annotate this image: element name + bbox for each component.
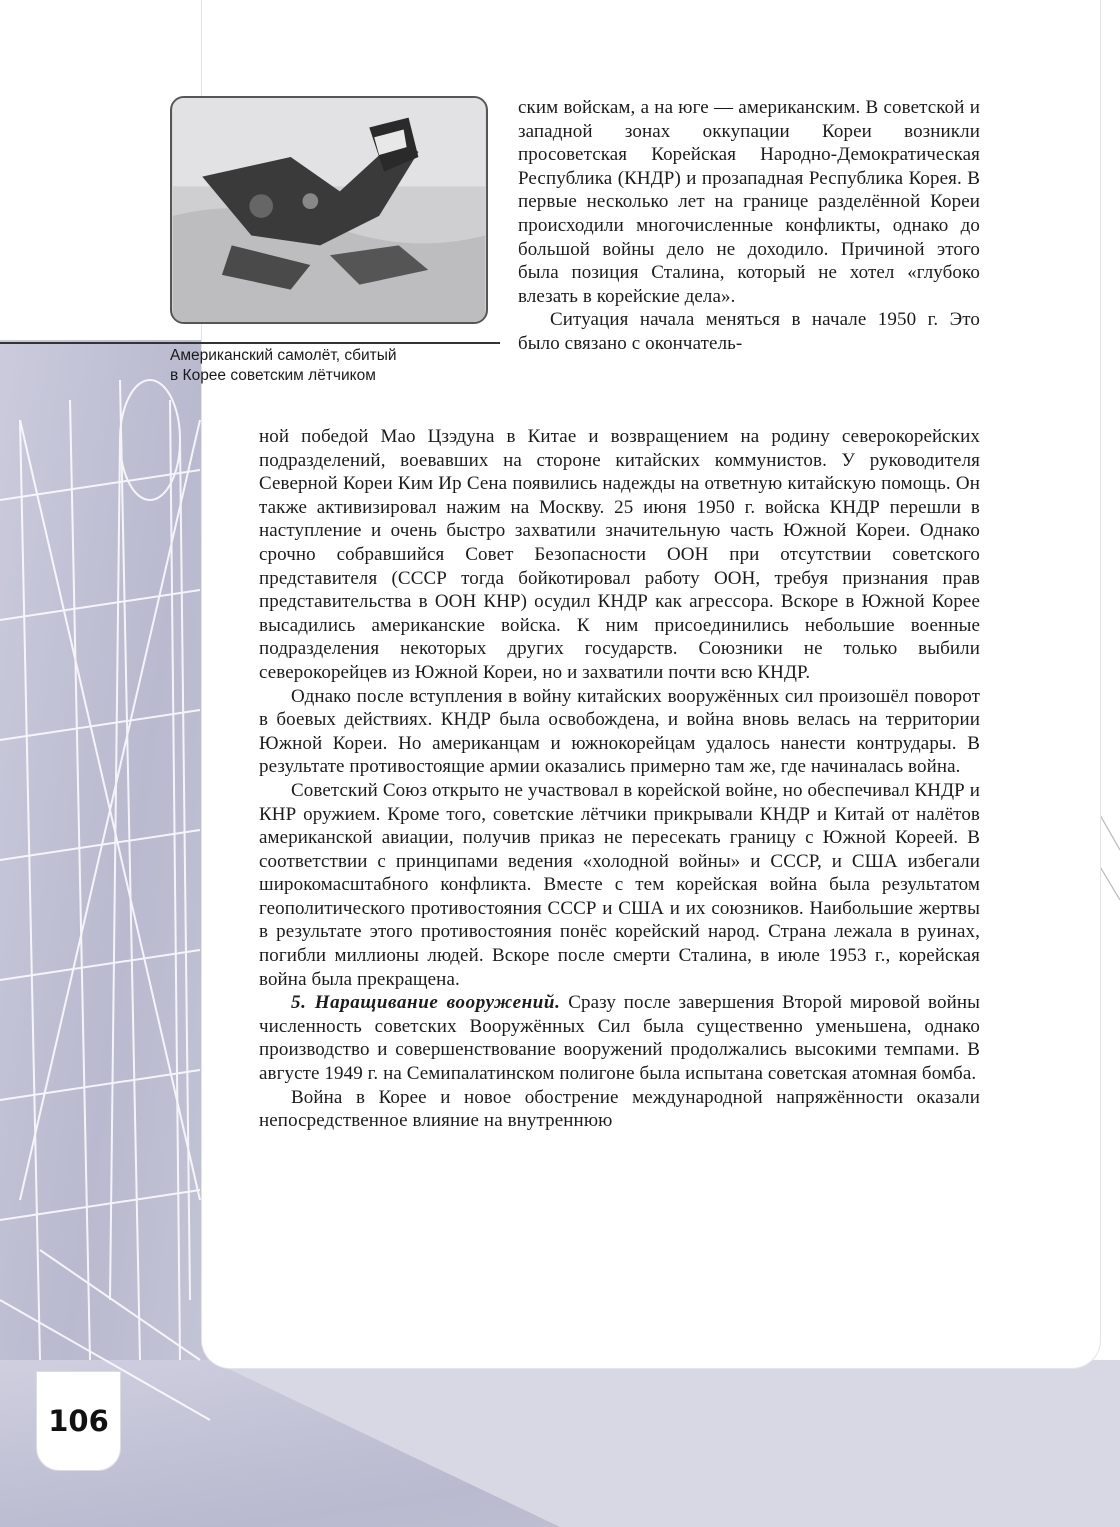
text-column-main — [259, 425, 980, 1133]
paragraph-section-5 — [259, 991, 980, 1085]
page-number: 106 — [37, 1372, 120, 1470]
photo-frame — [170, 96, 488, 324]
caption-line-2: в Корее советским лётчиком — [170, 367, 376, 384]
paragraph-main-2: Однако после вступления в войну китайских вооружённых сил произошёл поворот в боевых действиях. КНДР была освобождена, и война вновь велась на территории Южной Кореи. Но американцам и южнокорейцам удалось нанести контрудары. В результате противостоящие армии оказались примерно там же, где начиналась война. — [259, 685, 980, 778]
text-column-top — [518, 96, 980, 356]
paragraph-main-5: Война в Корее и новое обострение международной напряжённости оказали непосредственное влияние на внутреннюю — [259, 1086, 980, 1132]
section-5-body: Сразу после завершения Второй мировой войны численность советских Вооружённых Сил была существенно уменьшена, однако производство и совершенствование вооружений продолжались высокими темпами. В августе 1949 г. на Семипалатинском полигоне была испытана советская атомная бомба. — [259, 992, 980, 1085]
paragraph-top-1: ским войскам, а на юге — американским. В советской и западной зонах оккупации Кореи возникли просоветская Корейская Народно-Демократическая Республика (КНДР) и прозападная Республика Корея. В первые несколько лет на границе разделённой Кореи происходили многочисленные конфликты, однако до большой войны дело не доходило. Причиной этого была позиция Сталина, который не хотел «глубоко влезать в корейские дела». — [518, 97, 980, 307]
crashed-airplane-photo-icon — [172, 98, 486, 322]
caption-line-1: Американский самолёт, сбитый — [170, 347, 397, 364]
paragraph-top-2: Ситуация начала меняться в начале 1950 г. Это было связано с окончатель- — [518, 309, 980, 354]
paragraph-main-3: Советский Союз открыто не участвовал в корейской войне, но обеспечивал КНДР и КНР оружием. Кроме того, советские лётчики прикрывали КНДР и Китай от налётов американской авиации, получив приказ не пересекать границу с Южной Кореей. В соответствии с принципами ведения «холодной войны» и СССР, и США избегали широкомасштабного конфликта. Вместе с тем корейская война была результатом геополитического противостояния СССР и США и их союзников. Наибольшие жертвы в результате этого противостояния понёс корейский народ. Страна лежала в руинах, погибли миллионы людей. Вскоре после смерти Сталина, в июле 1953 г., корейская война была прекращена. — [259, 779, 980, 990]
photo-caption — [170, 346, 470, 386]
paragraph-main-1: ной победой Мао Цзэдуна в Китае и возвращением на родину северокорейских подразделений, воевавших на стороне китайских коммунистов. У руководителя Северной Кореи Ким Ир Сена появились надежды на ответную китайскую помощь. Он также активизировал нажим на Москву. 25 июня 1950 г. войска КНДР перешли в наступление и очень быстро захватили значительную часть Южной Кореи. Однако срочно собравшийся Совет Безопасности ООН при отсутствии советского представителя (СССР тогда бойкотировал работу ООН, требуя признания прав представительства в ООН КНР) осудил КНДР как агрессора. Вскоре в Южной Корее высадились американские войска. К ним присоединились небольшие военные подразделения некоторых других государств. Союзники не только выбили северокорейцев из Южной Кореи, но и захватили почти всю КНДР. — [259, 426, 980, 683]
section-5-title: 5. Наращивание вооружений. — [291, 992, 561, 1014]
caption-divider — [0, 342, 500, 344]
